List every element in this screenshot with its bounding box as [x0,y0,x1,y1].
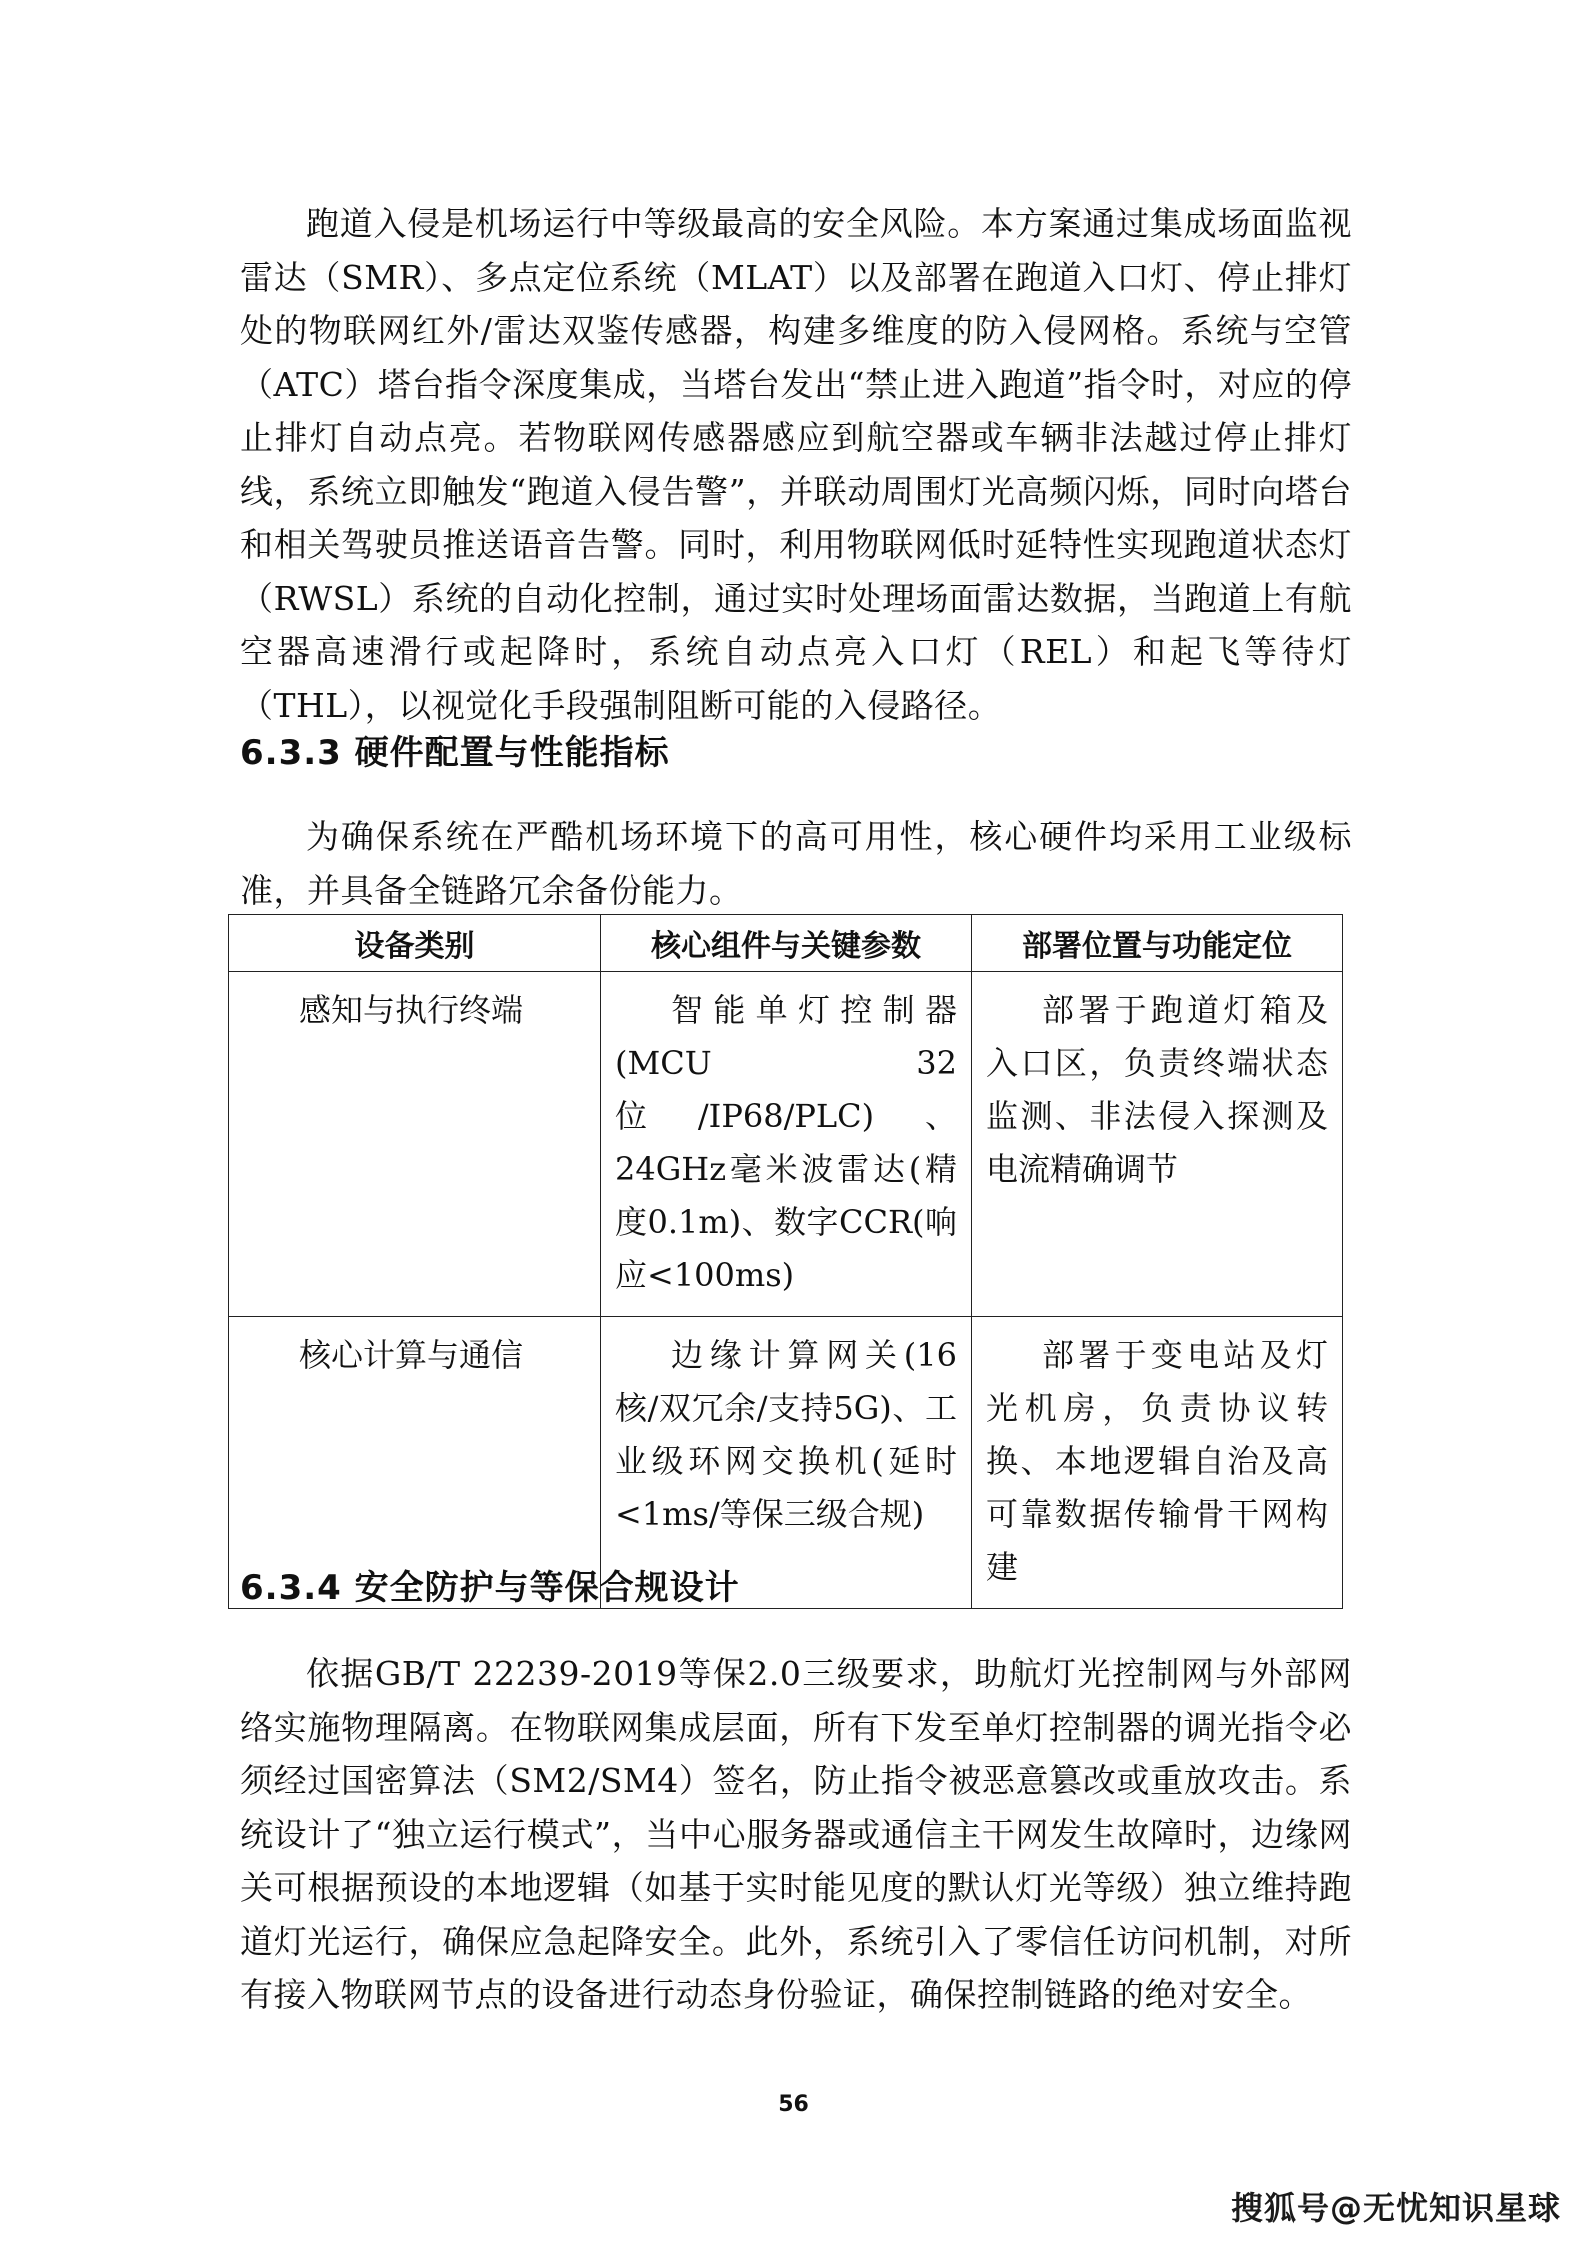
hardware-config-table [228,914,1343,1609]
section-634-paragraph: 依据GB/T 22239-2019等保2.0三级要求，助航灯光控制网与外部网络实施物理隔离。在物联网集成层面，所有下发至单灯控制器的调光指令必须经过国密算法（SM2/SM4）签名，防止指令被恶意篡改或重放攻击。系统设计了“独立运行模式”，当中心服务器或通信主干网发生故障时，边缘网关可根据预设的本地逻辑（如基于实时能见度的默认灯光等级）独立维持跑道灯光运行，确保应急起降安全。此外，系统引入了零信任访问机制，对所有接入物联网节点的设备进行动态身份验证，确保控制链路的绝对安全。 [240,1654,1352,2014]
watermark-text: 搜狐号@无忧知识星球 [1230,2189,1561,2227]
header-components: 核心组件与关键参数 [601,915,972,972]
intro-paragraph: 跑道入侵是机场运行中等级最高的安全风险。本方案通过集成场面监视雷达（SMR）、多点定位系统（MLAT）以及部署在跑道入口灯、停止排灯处的物联网红外/雷达双鉴传感器，构建多维度的防入侵网格。系统与空管（ATC）塔台指令深度集成，当塔台发出“禁止进入跑道”指令时，对应的停止排灯自动点亮。若物联网传感器感应到航空器或车辆非法越过停止排灯线，系统立即触发“跑道入侵告警”，并联动周围灯光高频闪烁，同时向塔台和相关驾驶员推送语音告警。同时，利用物联网低时延特性实现跑道状态灯（RWSL）系统的自动化控制，通过实时处理场面雷达数据，当跑道上有航空器高速滑行或起降时，系统自动点亮入口灯（REL）和起飞等待灯（THL），以视觉化手段强制阻断可能的入侵路径。 [240,204,1352,725]
cell-category: 核心计算与通信 [229,1317,601,1609]
table-header-row [229,915,1343,972]
header-deployment: 部署位置与功能定位 [972,915,1343,972]
section-634-heading: 6.3.4 安全防护与等保合规设计 [240,1568,740,1608]
table-row [229,972,1343,1317]
page-number: 56 [778,2092,809,2117]
cell-components: 边缘计算网关(16核/双冗余/支持5G)、工业级环网交换机(延时<1ms/等保三级合规) [601,1317,972,1609]
cell-components: 智能单灯控制器(MCU 32位/IP68/PLC)、24GHz毫米波雷达(精度0.1m)、数字CCR(响应<100ms) [601,972,972,1317]
header-category: 设备类别 [229,915,601,972]
section-633-heading: 6.3.3 硬件配置与性能指标 [240,733,670,773]
cell-deployment: 部署于变电站及灯光机房，负责协议转换、本地逻辑自治及高可靠数据传输骨干网构建 [972,1317,1343,1609]
section-633-paragraph: 为确保系统在严酷机场环境下的高可用性，核心硬件均采用工业级标准，并具备全链路冗余备份能力。 [240,817,1352,910]
cell-deployment: 部署于跑道灯箱及入口区，负责终端状态监测、非法侵入探测及电流精确调节 [972,972,1343,1317]
cell-category: 感知与执行终端 [229,972,601,1317]
